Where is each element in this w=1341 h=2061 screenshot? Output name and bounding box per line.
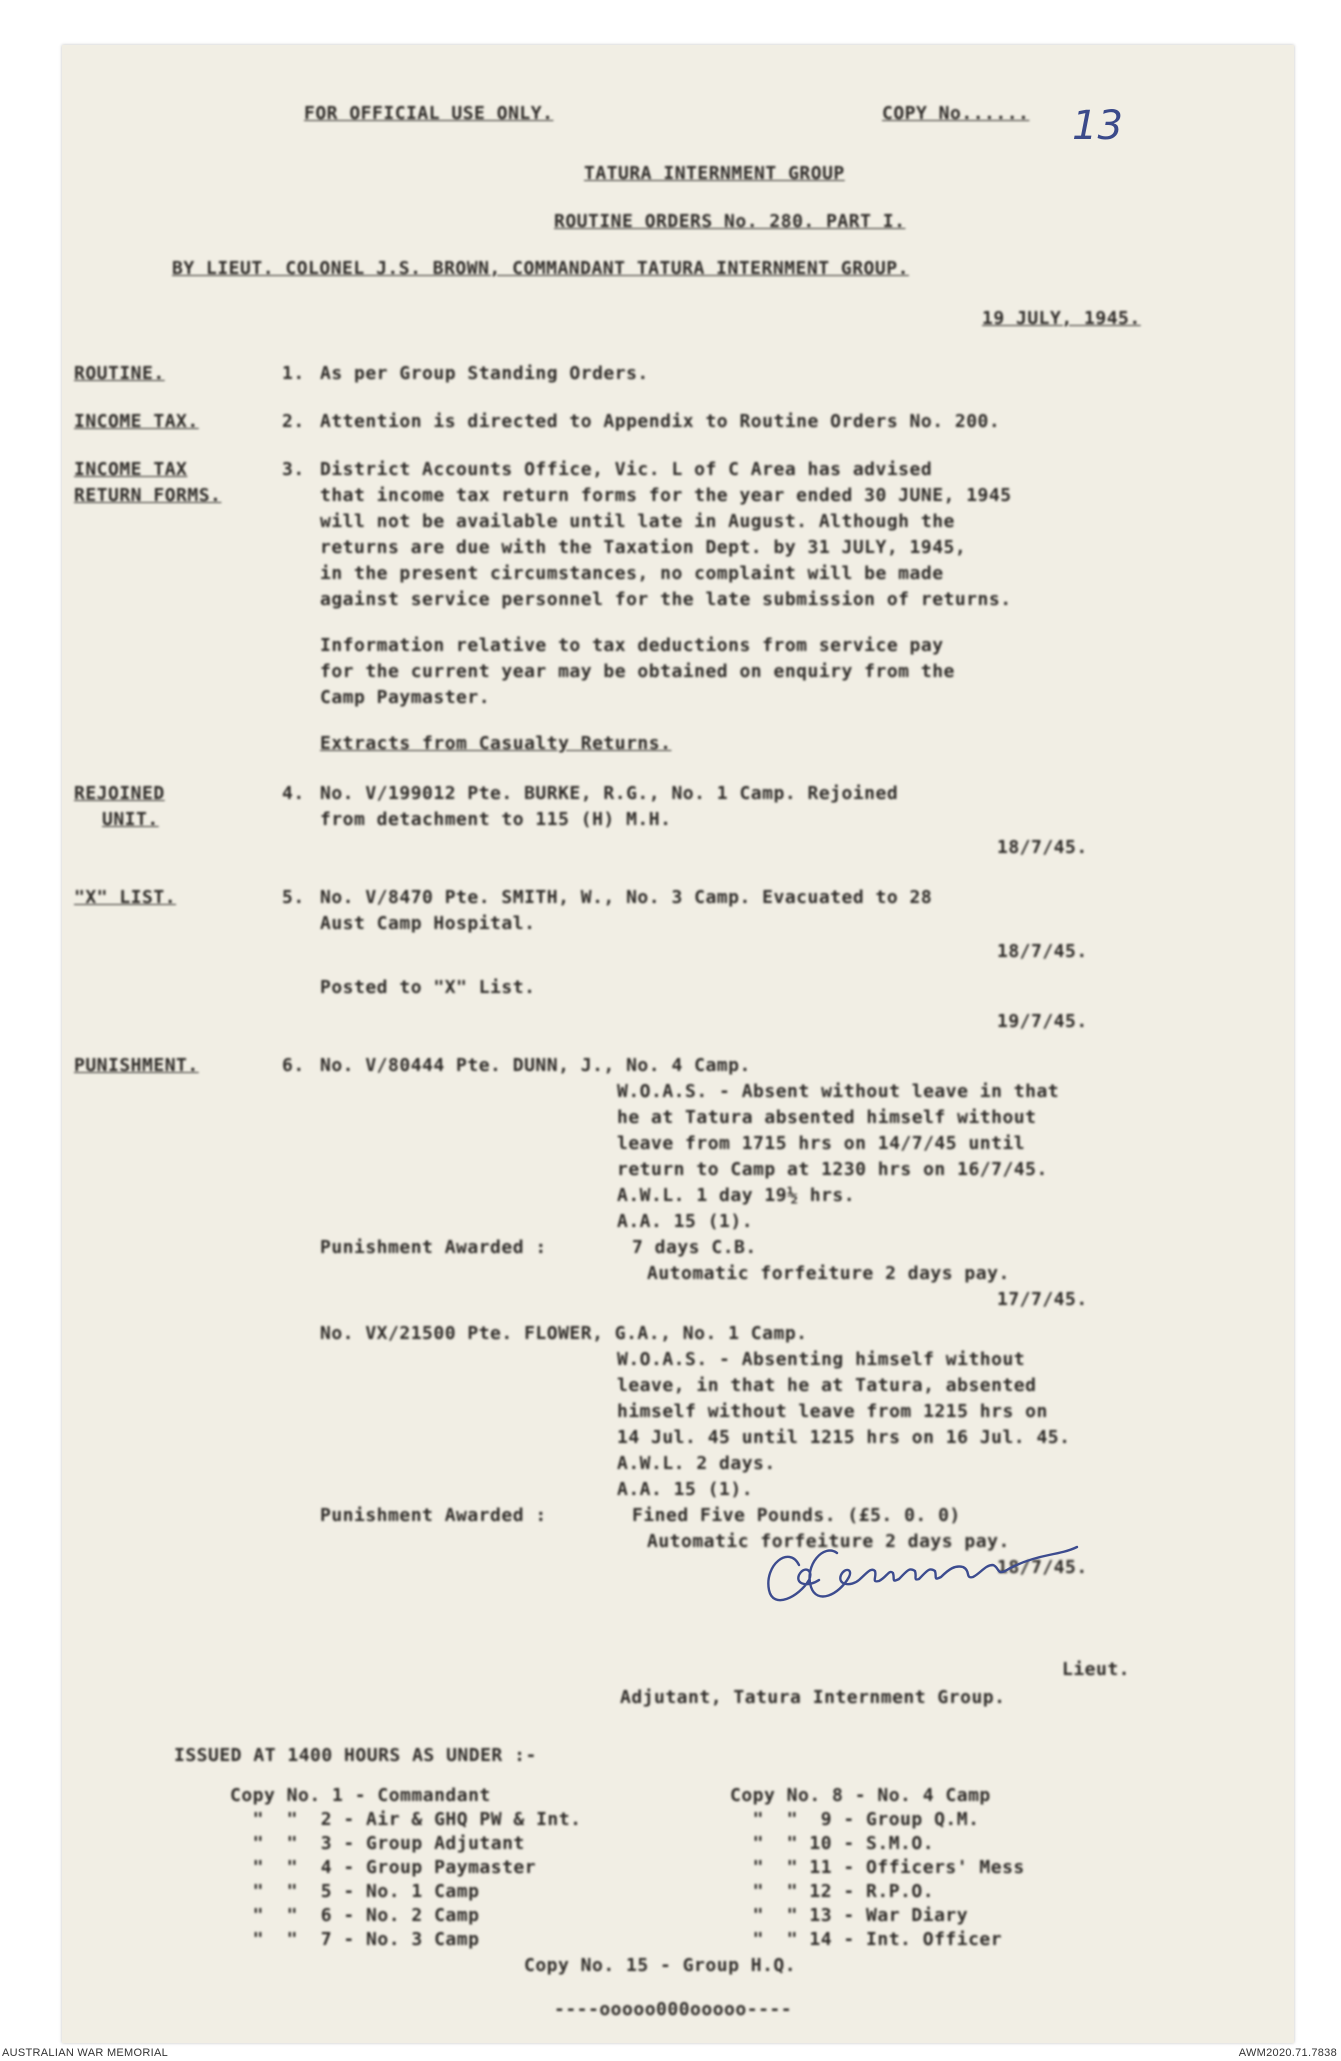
item-text-2: Attention is directed to Appendix to Routine Orders No. 200. xyxy=(320,411,1001,432)
item-3-line: returns are due with the Taxation Dept. by 31 JULY, 1945, xyxy=(320,537,967,558)
punishment-2-awarded-label: Punishment Awarded : xyxy=(320,1505,547,1526)
item-3-line: against service personnel for the late submission of returns. xyxy=(320,589,1012,610)
heading-rejoined-1: REJOINED xyxy=(74,783,165,804)
punishment-2-charge-line: 14 Jul. 45 until 1215 hrs on 16 Jul. 45. xyxy=(617,1427,1071,1448)
punishment-2-charge-line: himself without leave from 1215 hrs on xyxy=(617,1401,1048,1422)
item-3-line: that income tax return forms for the year ended 30 JUNE, 1945 xyxy=(320,485,1012,506)
group-title: TATURA INTERNMENT GROUP xyxy=(584,163,845,184)
item-3-line: in the present circumstances, no complaint will be made xyxy=(320,563,944,584)
item-4-line: from detachment to 115 (H) M.H. xyxy=(320,809,672,830)
punishment-1-charge-line: A.A. 15 (1). xyxy=(617,1211,754,1232)
item-3-line: District Accounts Office, Vic. L of C Area has advised xyxy=(320,459,933,480)
item-5-line: No. V/8470 Pte. SMITH, W., No. 3 Camp. Evacuated to 28 xyxy=(320,887,933,908)
item-text-1: As per Group Standing Orders. xyxy=(320,363,649,384)
distribution-left-item: " " 2 - Air & GHQ PW & Int. xyxy=(230,1809,582,1830)
heading-income-tax-return-2: RETURN FORMS. xyxy=(74,485,222,506)
punishment-1-charge-line: return to Camp at 1230 hrs on 16/7/45. xyxy=(617,1159,1048,1180)
item-5-line: Aust Camp Hospital. xyxy=(320,913,536,934)
orders-title: ROUTINE ORDERS No. 280. PART I. xyxy=(554,211,906,232)
punishment-2-soldier: No. VX/21500 Pte. FLOWER, G.A., No. 1 Camp. xyxy=(320,1323,808,1344)
distribution-right-item: " " 14 - Int. Officer xyxy=(730,1929,1003,1950)
item-number-6: 6. xyxy=(282,1055,305,1076)
item-4-line: No. V/199012 Pte. BURKE, R.G., No. 1 Camp. Rejoined xyxy=(320,783,899,804)
punishment-2-charge-line: W.O.A.S. - Absenting himself without xyxy=(617,1349,1026,1370)
info-paragraph-line: Camp Paymaster. xyxy=(320,687,491,708)
heading-rejoined-2: UNIT. xyxy=(102,809,159,830)
distribution-left-item: " " 6 - No. 2 Camp xyxy=(230,1905,480,1926)
distribution-left-item: " " 7 - No. 3 Camp xyxy=(230,1929,480,1950)
item-5-date-2: 19/7/45. xyxy=(997,1011,1088,1032)
extracts-title: Extracts from Casualty Returns. xyxy=(320,733,672,754)
item-4-date: 18/7/45. xyxy=(997,837,1088,858)
distribution-right-item: Copy No. 8 - No. 4 Camp xyxy=(730,1785,991,1806)
punishment-1-charge-line: A.W.L. 1 day 19½ hrs. xyxy=(617,1185,856,1206)
punishment-1-forfeit: Automatic forfeiture 2 days pay. xyxy=(647,1263,1010,1284)
distribution-right-item: " " 12 - R.P.O. xyxy=(730,1881,935,1902)
signatory-rank: Lieut. xyxy=(1062,1659,1131,1680)
distribution-left-item: " " 5 - No. 1 Camp xyxy=(230,1881,480,1902)
signatory-title: Adjutant, Tatura Internment Group. xyxy=(620,1687,1006,1708)
punishment-2-charge-line: A.W.L. 2 days. xyxy=(617,1453,776,1474)
item-number-1: 1. xyxy=(282,363,305,384)
punishment-1-awarded-label: Punishment Awarded : xyxy=(320,1237,547,1258)
orders-date: 19 JULY, 1945. xyxy=(982,308,1141,329)
punishment-2-forfeit: Automatic forfeiture 2 days pay. xyxy=(647,1531,1010,1552)
copy-number-label: COPY No...... xyxy=(882,103,1030,124)
item-number-4: 4. xyxy=(282,783,305,804)
heading-income-tax-return-1: INCOME TAX xyxy=(74,459,188,480)
document-text xyxy=(62,45,1294,2043)
signature-icon xyxy=(759,1525,1099,1615)
distribution-right-item: " " 13 - War Diary xyxy=(730,1905,969,1926)
punishment-1-charge-line: leave from 1715 hrs on 14/7/45 until xyxy=(617,1133,1026,1154)
orders-issuer: BY LIEUT. COLONEL J.S. BROWN, COMMANDANT TATURA INTERNMENT GROUP. xyxy=(172,258,909,279)
distribution-right-item: " " 10 - S.M.O. xyxy=(730,1833,935,1854)
info-paragraph-line: Information relative to tax deductions from service pay xyxy=(320,635,944,656)
document-page xyxy=(62,45,1294,2043)
item-5-date-1: 18/7/45. xyxy=(997,941,1088,962)
punishment-2-charge-line: A.A. 15 (1). xyxy=(617,1479,754,1500)
punishment-1-date: 17/7/45. xyxy=(997,1289,1088,1310)
punishment-1-soldier: No. V/80444 Pte. DUNN, J., No. 4 Camp. xyxy=(320,1055,751,1076)
heading-routine: ROUTINE. xyxy=(74,363,165,384)
punishment-1-charge-line: W.O.A.S. - Absent without leave in that xyxy=(617,1081,1060,1102)
info-paragraph-line: for the current year may be obtained on enquiry from the xyxy=(320,661,955,682)
heading-income-tax: INCOME TAX. xyxy=(74,411,199,432)
heading-x-list: "X" LIST. xyxy=(74,887,177,908)
distribution-left-item: " " 3 - Group Adjutant xyxy=(230,1833,525,1854)
item-number-5: 5. xyxy=(282,887,305,908)
footer-source: AUSTRALIAN WAR MEMORIAL xyxy=(2,2047,169,2059)
distribution-last-item: Copy No. 15 - Group H.Q. xyxy=(524,1955,797,1976)
official-use-label: FOR OFFICIAL USE ONLY. xyxy=(304,103,554,124)
punishment-2-awarded: Fined Five Pounds. (£5. 0. 0) xyxy=(632,1505,961,1526)
punishment-1-charge-line: he at Tatura absented himself without xyxy=(617,1107,1037,1128)
punishment-2-charge-line: leave, in that he at Tatura, absented xyxy=(617,1375,1037,1396)
distribution-right-item: " " 11 - Officers' Mess xyxy=(730,1857,1025,1878)
item-5-posted: Posted to "X" List. xyxy=(320,977,536,998)
footer-reference: AWM2020.71.7838 xyxy=(1238,2047,1337,2059)
distribution-title: ISSUED AT 1400 HOURS AS UNDER :- xyxy=(174,1745,537,1766)
punishment-2-date: 18/7/45. xyxy=(997,1557,1088,1578)
item-3-line: will not be available until late in August. Although the xyxy=(320,511,955,532)
handwritten-copy-number: 13 xyxy=(1072,103,1123,149)
distribution-right-item: " " 9 - Group Q.M. xyxy=(730,1809,980,1830)
distribution-left-item: Copy No. 1 - Commandant xyxy=(230,1785,491,1806)
distribution-left-item: " " 4 - Group Paymaster xyxy=(230,1857,537,1878)
item-number-2: 2. xyxy=(282,411,305,432)
heading-punishment: PUNISHMENT. xyxy=(74,1055,199,1076)
end-marker: ----ooooo000ooooo---- xyxy=(554,1999,793,2020)
item-number-3: 3. xyxy=(282,459,305,480)
punishment-1-awarded: 7 days C.B. xyxy=(632,1237,757,1258)
